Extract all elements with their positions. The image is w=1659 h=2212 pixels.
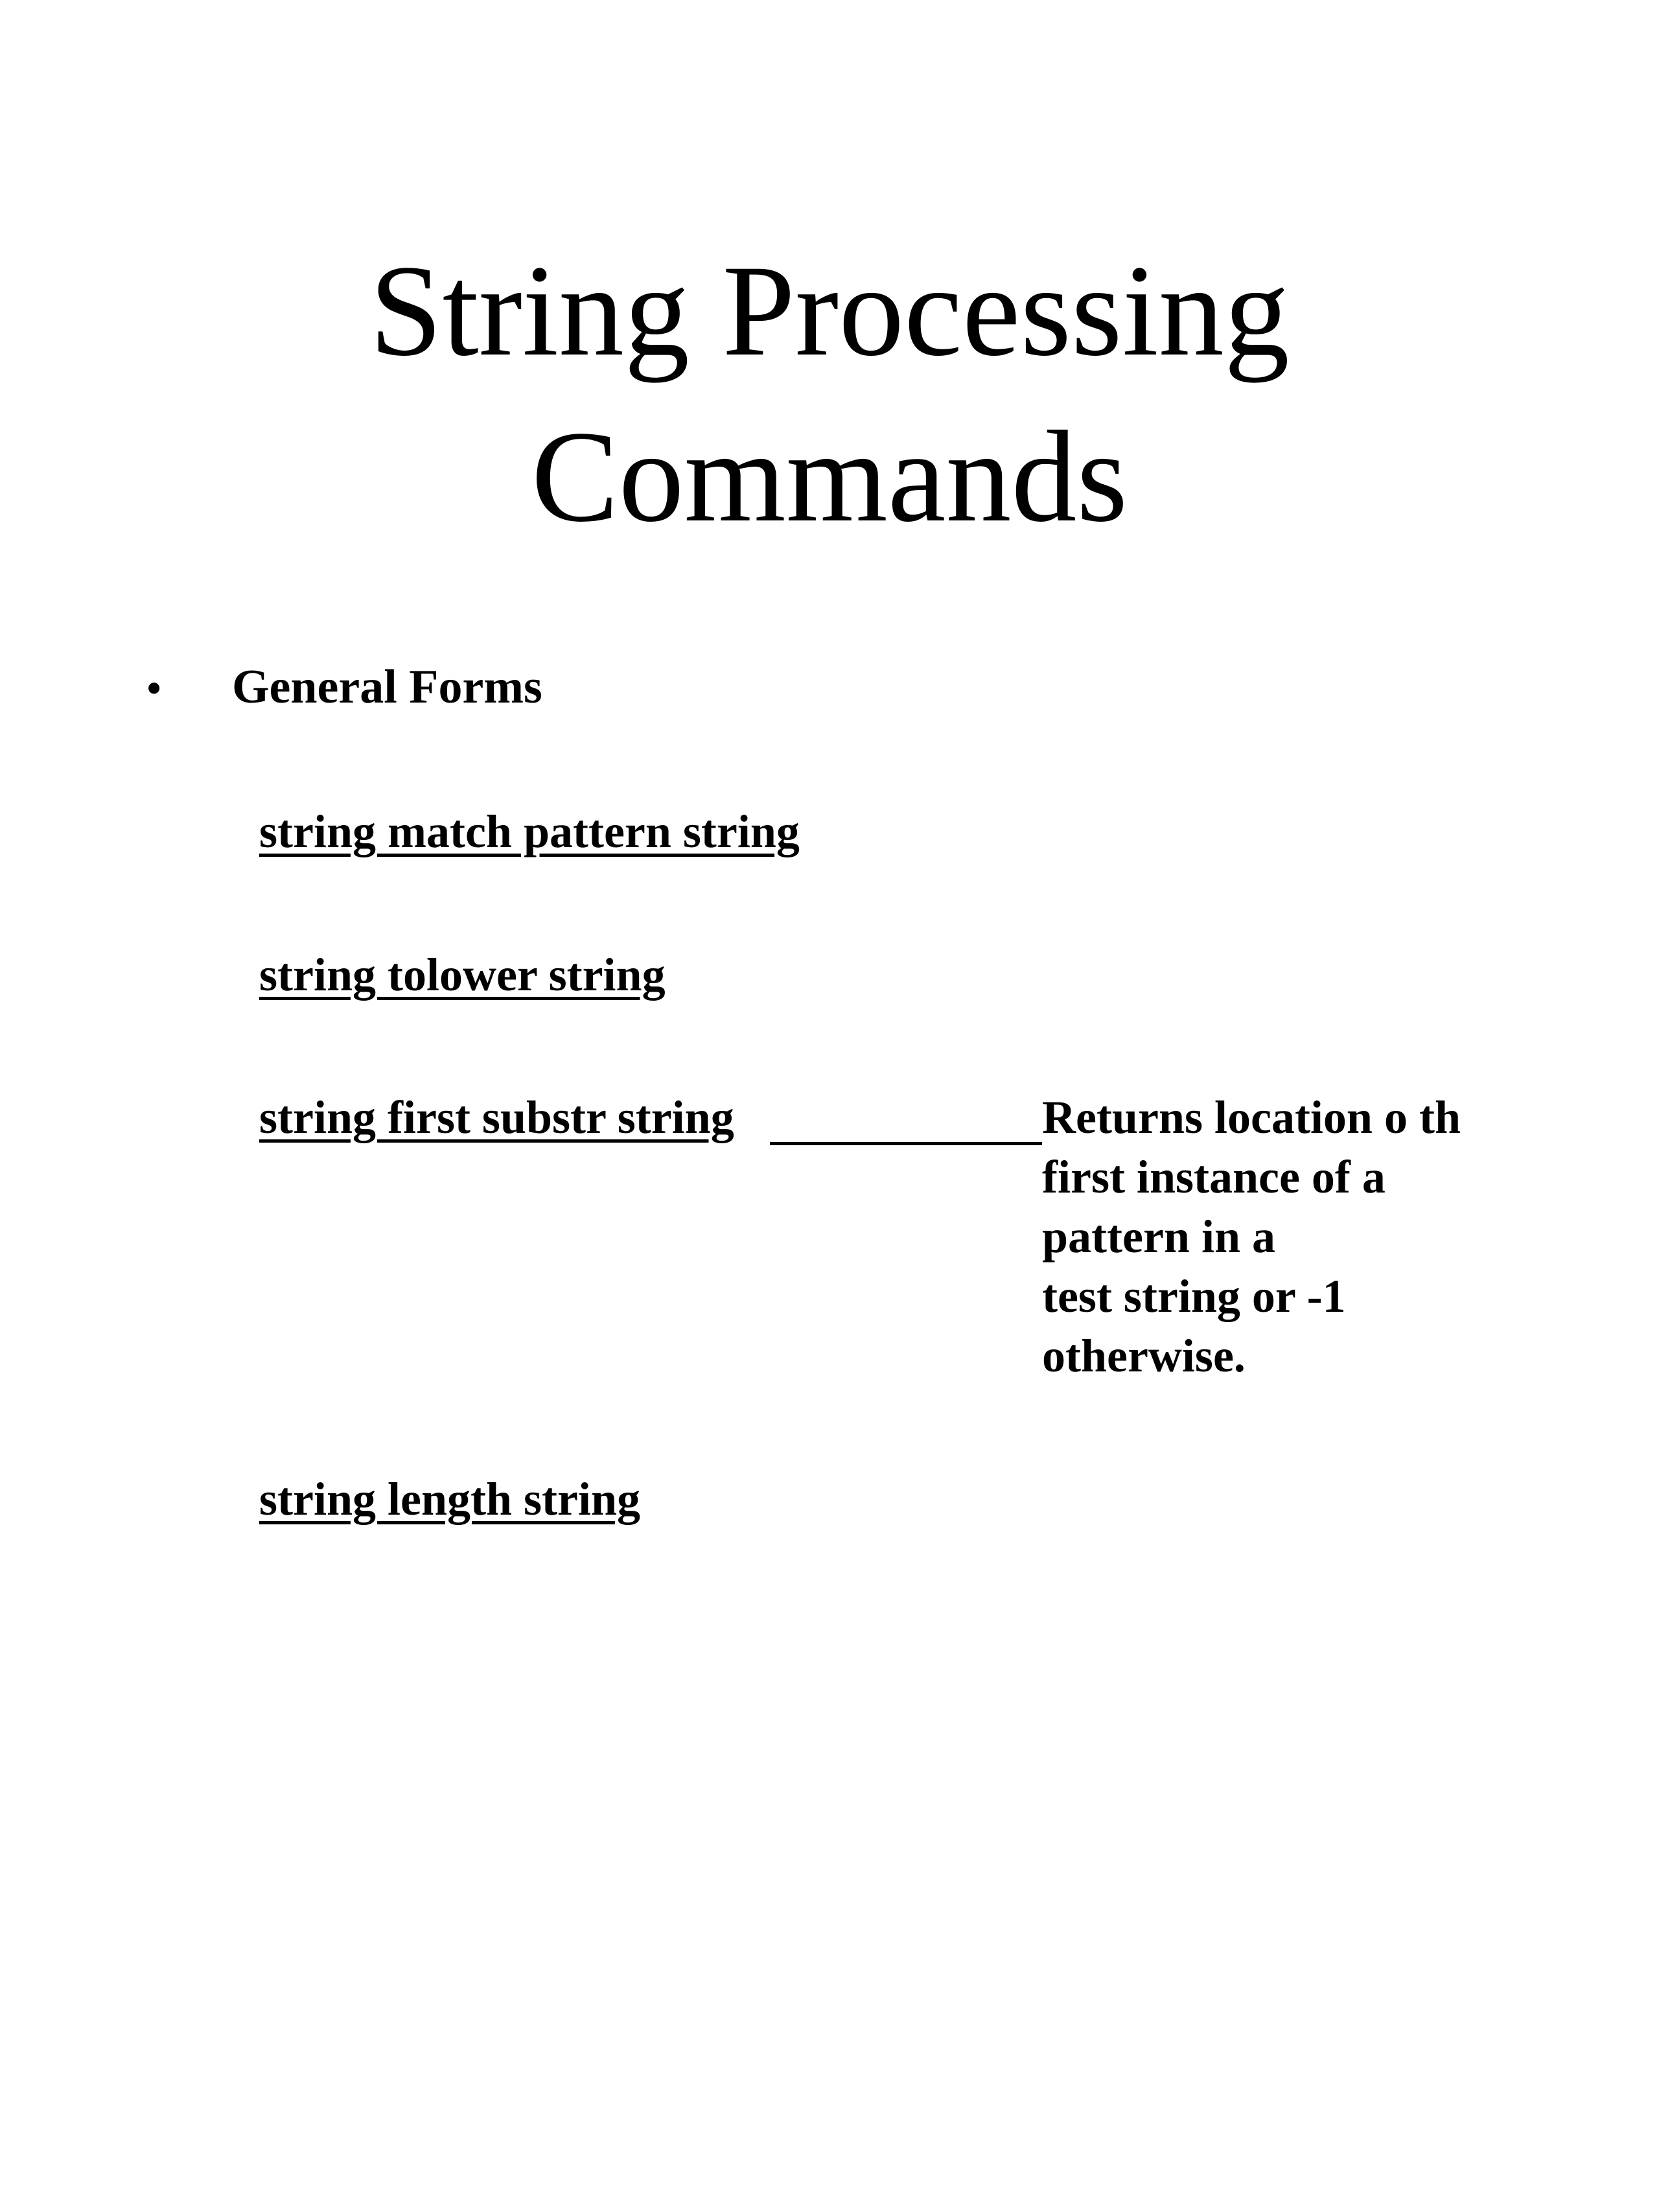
underline-leader	[770, 1142, 1042, 1145]
slide-title-line-1: String Processing	[369, 238, 1290, 383]
command-string-tolower: string tolower string	[259, 949, 666, 1001]
section-heading: General Forms	[232, 660, 542, 714]
slide-title-line-2: Commands	[531, 404, 1128, 549]
command-string-first: string first substr string	[259, 1091, 734, 1143]
command-string-match: string match pattern string	[259, 806, 800, 857]
description-line: test string or -1	[1042, 1270, 1346, 1322]
bullet-icon: •	[146, 662, 163, 714]
command-string-length: string length string	[259, 1473, 641, 1525]
description-line: pattern in a	[1042, 1211, 1275, 1263]
description-line: first instance of a	[1042, 1151, 1386, 1203]
description-line: otherwise.	[1042, 1330, 1246, 1382]
description-line: Returns location o th	[1042, 1091, 1461, 1143]
